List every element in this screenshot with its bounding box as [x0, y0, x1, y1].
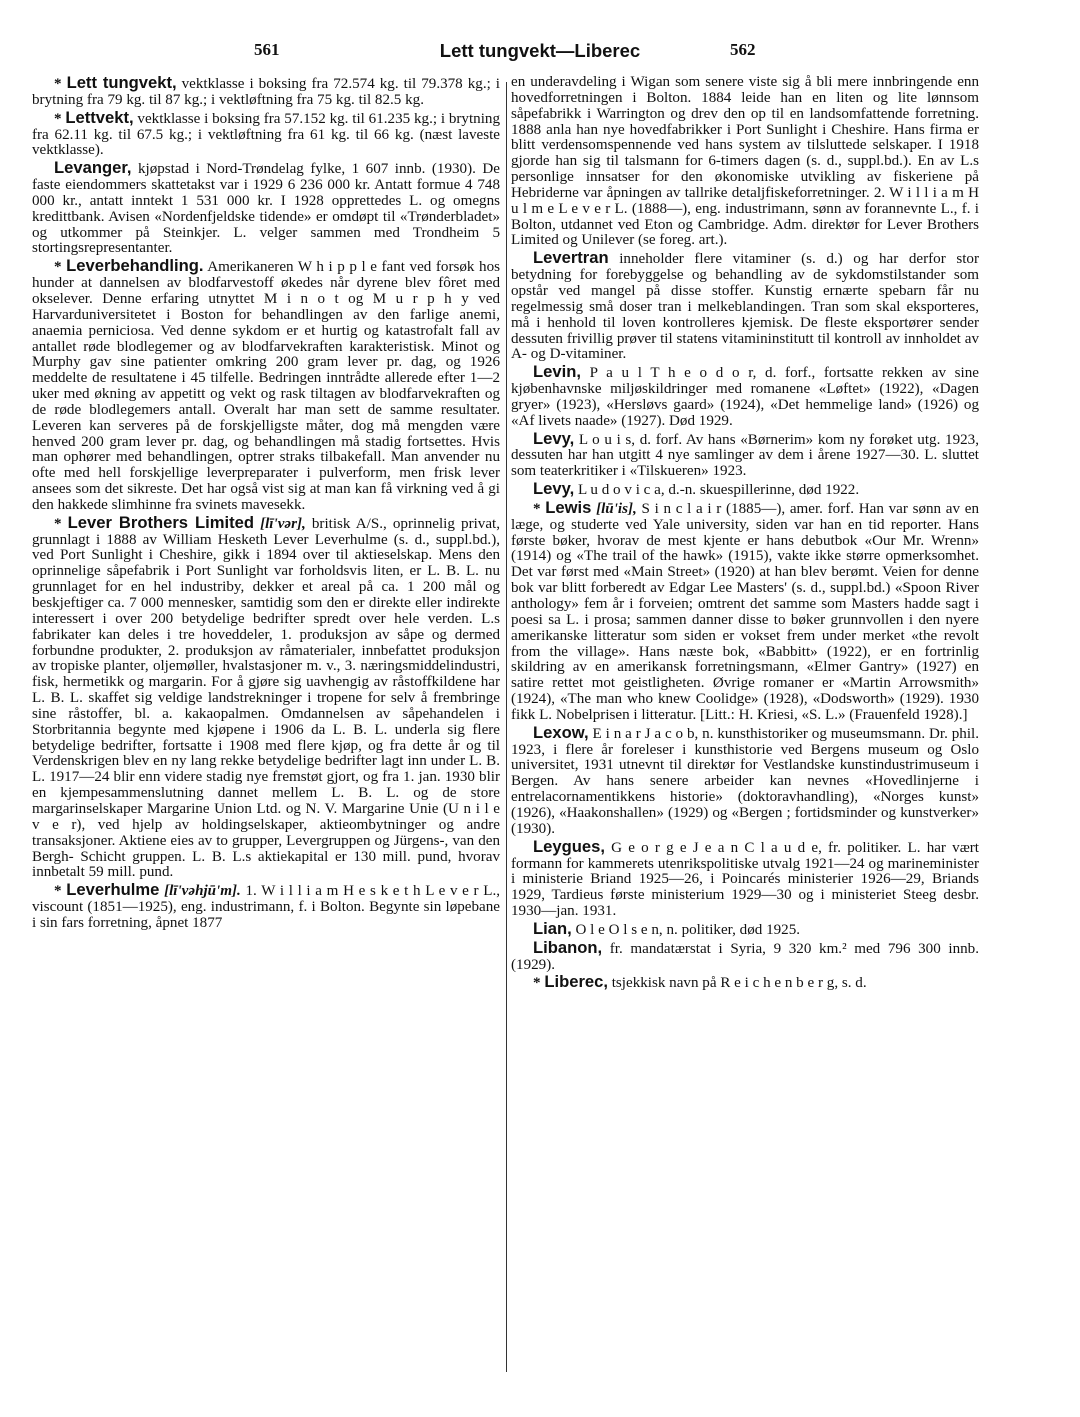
entry-headword: Liberec, — [544, 972, 608, 992]
entry-text: P a u l T h e o d o r, d. forf., fortsatte rekken av sine kjøbenhavnske miljøskildringer med romanene «Løftet» (1922), «Dagen gryer» (1923), «Hersløvs gaard» (1924), «Det hemmelige land» (1926) og «Af livets naade» (1927). Død 1929. — [511, 365, 979, 429]
entry-marker: * — [54, 110, 62, 127]
entry-marker: * — [533, 500, 541, 517]
entry-text: tsjekkisk navn på R e i c h e n b e r g, s. d. — [607, 975, 867, 992]
dictionary-entry — [511, 836, 979, 920]
dictionary-entry — [32, 107, 500, 160]
entry-headword: Leverhulme — [66, 880, 160, 900]
entry-text: Amerikaneren W h i p p l e fant ved forsøk hos hunder at dannelsen av blodfarvestoff økedes når dyrene blev fôret med okselever. Denne erfaring utnyttet M i n o t og M u r p h y ved Harvarduniversitetet i Boston for behandlingen av den farlige anemi, anaemia perniciosa. Ved denne sykdom er et hurtig og katastrofalt fall av antallet røde blodlegemer og av blodfarvekraften karakteristisk. Minot og Murphy gav sine patienter omkring 200 gram lever pr. dag, og 1926 meddelte de resultatene i 45 tilfelle. Bedringen inntrådte allerede efter 1—2 uker med økning av appetitt og vekt og rask tiltagen av blodfarvekraften og de røde blodlegemers antall. Overalt har man sett de samme resultater. Leveren kan serveres på de forskjelligste måter, dog må mengden være henved 200 gram lever pr. dag, og behandlingen må stadig fortsettes. Hvis man ophører med behandlingen, optrer straks tilbakefall. Man anvender nu ofte med hell forskjellige leverpreparater i pulverform, men frisk lever ansees som det sikreste. Det har også vist sig at man kan få virkning ved å gi den hakkede slimhinne fra svinets mavesekk. — [32, 259, 501, 513]
entry-headword: Lian, — [533, 918, 572, 938]
entry-text: L u d o v i c a, d.-n. skuespillerinne, død 1922. — [574, 482, 860, 499]
dictionary-entry — [511, 497, 979, 724]
entry-pronunciation: [lū'is], — [591, 500, 637, 517]
entry-text: vektklasse i boksing fra 72.574 kg. til 79.378 kg.; i brytning fra 79 kg. til 87 kg.; i vektløftning fra 75 kg. til 82.5 kg. — [32, 76, 500, 108]
entry-text: L o u i s, d. forf. Av hans «Børnerim» kom ny forøket utg. 1923, dessuten har han utgitt 4 nye samlinger av dem i årene 1927—30. L. sluttet som teaterkritiker i «Tilskueren» 1923. — [511, 431, 979, 480]
entry-pronunciation: [lī'vəhjū'm]. — [159, 883, 241, 900]
entry-headword: Leygues, — [533, 836, 605, 856]
entry-headword: Levy, — [533, 428, 575, 448]
entry-headword: Levin, — [533, 362, 581, 382]
entry-headword: Libanon, — [533, 937, 603, 957]
entry-headword: Levanger, — [54, 158, 132, 178]
entry-headword: Leverbehandling. — [66, 256, 204, 276]
entry-text: O l e O l s e n, n. politiker, død 1925. — [571, 921, 801, 938]
dictionary-entry — [511, 481, 979, 499]
dictionary-entry — [32, 75, 500, 109]
page-number-right: 562 — [730, 40, 756, 59]
dictionary-entry — [511, 75, 979, 249]
entry-text: E i n a r J a c o b, n. kunsthistoriker og museumsmann. Dr. phil. 1923, i flere år foreleser i kunsthistorie ved Bergens museum og Oslo universitet, 1931 utnevnt til direktør for Vestlandske kunstindustrimuseum i Bergen. Av hans senere arbeider kan nevnes «Hovedlinjerne i entrelacornamentikkens historie» (doktoravhandling), «Norges kunst» (1926), «Haakonshallen» (1929) og «Bergen ; fortidsminder og kunstverker» (1930). — [511, 725, 979, 837]
entry-headword: Lever Brothers Limited — [67, 512, 254, 532]
entry-text: G e o r g e J e a n C l a u d e, fr. politiker. L. har vært formann for kammerets utenrikspolitiske utvalg 1921—24 og marineminister i ministerie Briand 1925—26, i Poincarés ministerier 1926—29, Briands 1929, Tardieus første ministerium 1929—30 og i ministeriet Steeg desbr. 1930—jan. 1931. — [511, 839, 979, 920]
entry-marker: * — [54, 259, 62, 276]
entry-text: S i n c l a i r (1885—), amer. forf. Han var sønn av en læge, og studerte ved Yale university, siden var han en tid reporter. Hans første bøker, hvorav de mest kjente er hans debutbok «Our Mr. Wrenn» (1914) og «The trail of the hawk» (1915), vakte ikke større opmerksomhet. Det var først med «Main Street» (1920) at han blev berømt. Veien for denne bok var blitt forberedt av Edgar Lee Masters' (s. d., suppl.bd.) «Spoon River anthology» fem år i forveien; omtrent det samme som Masters hadde sagt i poesi sa L. i prosa; sammen danner disse to bøker grunnvollen i den nyere amerikanske litteratur som siden er vokset frem under merket «the revolt from the village». Hans næste bok, «Babbitt» (1922), er en fortrinlig skildring av en amerikansk forretningsmann, «Elmer Gantry» (1927) en satire rettet mot geistligheten. Øvrige romaner er «Martin Arrowsmith» (1924), «The man who knew Coolidge» (1928), «Dodsworth» (1929). 1930 fikk L. Nobelprisen i litteratur. [Litt.: H. Kriesi, «S. L.» (Frauenfeld 1928).] — [511, 500, 979, 723]
dictionary-entry — [511, 428, 979, 481]
dictionary-entry — [32, 258, 500, 514]
dictionary-entry — [511, 364, 979, 429]
dictionary-entry — [511, 918, 979, 939]
entry-text: kjøpstad i Nord-Trøndelag fylke, 1 607 innb. (1930). De faste eiendommers skattetakst var i 1929 6 236 000 kr. Antatt formue 4 748 000 kr., antatt inntekt 1 531 000 kr. I 1928 opprettedes L. og omegns kredittbank. Avisen «Nordenfjeldske tidende» er omdøpt til «Trønderbladet» og utkommer på Steinkjer. L. velger sammen med Trondheim 5 stortingsrepresentanter. — [32, 161, 500, 257]
running-title: Lett tungvekt—Liberec — [439, 40, 641, 61]
entry-marker: * — [54, 76, 62, 92]
dictionary-entry — [32, 882, 500, 932]
entry-text: britisk A/S., oprinnelig privat, grunnlagt i 1888 av William Hesketh Lever Leverhulme (s. d., suppl.bd.), ved Port Sunlight i Cheshire, gikk i 1894 over til aktieselskap. Mens den oprinnelige såpefabrik i Port Sunlight var forholdsvis liten, er L. B. L. nu grunnlaget for en hel industriby, dekker et areal på ca. 1 200 mål og beskjeftiger ca. 7 000 mennesker, samtidig som den er direkte eller indirekte interessert i over 200 betydelige bedrifter spredt over hele verden. L.s fabrikater kan deles i tre hoveddeler, 1. produksjon av såpe og dermed forbundne produkter, 2. produksjon av råmaterialer, innbefattet produksjon av tropiske planter, oljemøller, hvalstasjoner m. v., 3. næringsmiddelindustri, fisk, hermetikk og margarin. For å gjøre sig uavhengig av råstoffkildene har L. B. L. skaffet sig veldige landstrekninger i tropene for selv å frembringe sine råstoffer, bl. a. kakaopalmen. Omdannelsen av såpehandelen i Storbritannia begynte med kjøpene i 1906 da L. B. L. underla sig flere betydelige bedrifter, fortsatte i 1908 med flere kjøp, og fra dette år og til Verdenskrigen blev en ny lang rekke betydelige bedrifter lagt inn under L. B. L. 1917—24 blir enn videre stadig nye fremstøt gjort, og fra 1. jan. 1930 blir en kjempesammenslutning dannet mellem L. B. L. og de store margarinselskaper Margarine Union Ltd. og N. V. Margarine Unie (U n i l e v e r), ved hjelp av holdingselskaper, aktieombytninger og andre transaksjoner. Aktiene eies av to grupper, Levergruppen og Jürgens-, van den Bergh- Schicht gruppen. L. B. L.s aktiekapital er 130 mill. pund, hvorav innbetalt 59 mill. pund. — [32, 515, 501, 881]
entry-marker: * — [533, 975, 541, 992]
entry-text: vektklasse i boksing fra 57.152 kg. til 61.235 kg.; i brytning fra 62.11 kg. til 67.5 kg.; i vektløftning fra 61 kg. til 66 kg. (næst laveste vektklasse). — [32, 110, 500, 159]
dictionary-entry — [32, 512, 501, 881]
entry-text: 1. W i l l i a m H e s k e t h L e v e r L., viscount (1851—1925), eng. industrimann, f. i Bolton. Begynte sin løpebane i sin fars forretning, åpnet 1877 — [32, 883, 501, 931]
entry-headword: Levy, — [533, 479, 575, 499]
page-number-left: 561 — [254, 40, 280, 59]
entry-headword: Lett tungvekt, — [66, 73, 177, 92]
left-column — [32, 75, 500, 933]
page-header — [0, 40, 1080, 70]
dictionary-entry — [511, 937, 979, 974]
entry-text: fr. mandatærstat i Syria, 9 320 km.² med 796 300 innb. (1929). — [511, 940, 979, 973]
entry-text: en underavdeling i Wigan som senere viste sig å bli mere innbringende enn hovedforretningen i Bolton. 1884 leide han en liten og lite lønnsom såpefabrikk i Warrington og drev den op til en landsomfattende forretning. 1888 anla han nye hovedfabrikker i Port Sunlight i Cheshire. Hans firma er blitt verdensomspennende ved hans system av tilsluttede selskaper. I 1918 gjorde han sig til talsmann for 6-timers dagen (s. d., suppl.bd.). En av L.s personlige innsatser for den økonomiske utvikling av fiskeriene på Hebriderne var åpningen av tallrike detaljfiskeforretninger. 2. W i l l i a m H u l m e L e v e r L. (1888—), eng. industrimann, sønn av forannevnte L., f. i Bolton, utdannet ved Eton og Cambridge. Adm. direktør for Lever Brothers Limited og Unilever (se foreg. art.). — [511, 74, 979, 249]
column-divider — [506, 82, 507, 1372]
dictionary-entry — [511, 974, 979, 992]
entry-headword: Lewis — [545, 497, 592, 517]
dictionary-entry — [32, 160, 500, 257]
dictionary-entry — [511, 250, 979, 363]
dictionary-entry — [511, 722, 979, 838]
entry-headword: Lexow, — [533, 722, 589, 742]
entry-marker: * — [54, 515, 62, 532]
right-column — [511, 75, 979, 993]
entry-headword: Lettvekt, — [65, 107, 134, 127]
entry-headword: Levertran — [533, 248, 609, 268]
entry-pronunciation: [lī'vər], — [253, 515, 306, 532]
entry-marker: * — [54, 883, 62, 900]
entry-text: inneholder flere vitaminer (s. d.) og har derfor stor betydning for forebyggelse og behandling av de sykdomstilstander som opstår ved mangel på disse stoffer. Kunstig ernærte spebarn får nu regelmessig små doser tran i melkeblandingen. Tran som skal eksporteres, må i henhold til loven kontrolleres kjemisk. De fleste eksportører sender dessuten frivillig prøver til statens vitamininstitutt til kontroll av innholdet av A- og D-vitaminer. — [511, 251, 979, 363]
